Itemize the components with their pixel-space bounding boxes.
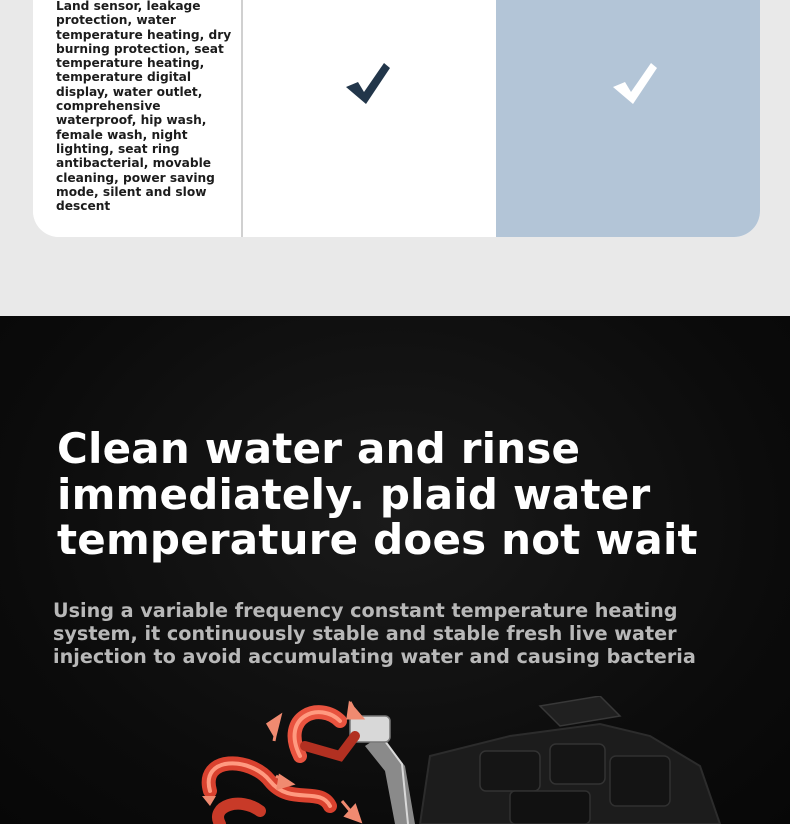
comparison-table (33, 0, 760, 237)
features-column (33, 0, 243, 237)
product-column-b (496, 0, 760, 237)
feature-headline: Clean water and rinse immediately. plaid water temperature does not wait (57, 424, 698, 564)
feature-section (0, 316, 790, 824)
checkmark-icon (344, 60, 392, 108)
feature-description: Using a variable frequency constant temperature heating system, it continuously stable and stable fresh live water injection to avoid accumulating water and causing bacteria (53, 599, 696, 668)
checkmark-icon (611, 60, 659, 108)
features-list: Land sensor, leakage protection, water temperature heating, dry burning protection, seat temperature heating, temperature digital display, water outlet, comprehensive waterproof, hip wash, female wash, night lighting, seat ring antibacterial, movable cleaning, power saving mode, silent and slow descent (56, 0, 232, 214)
heating-module-illustration (180, 696, 740, 824)
product-column-a (243, 0, 496, 237)
